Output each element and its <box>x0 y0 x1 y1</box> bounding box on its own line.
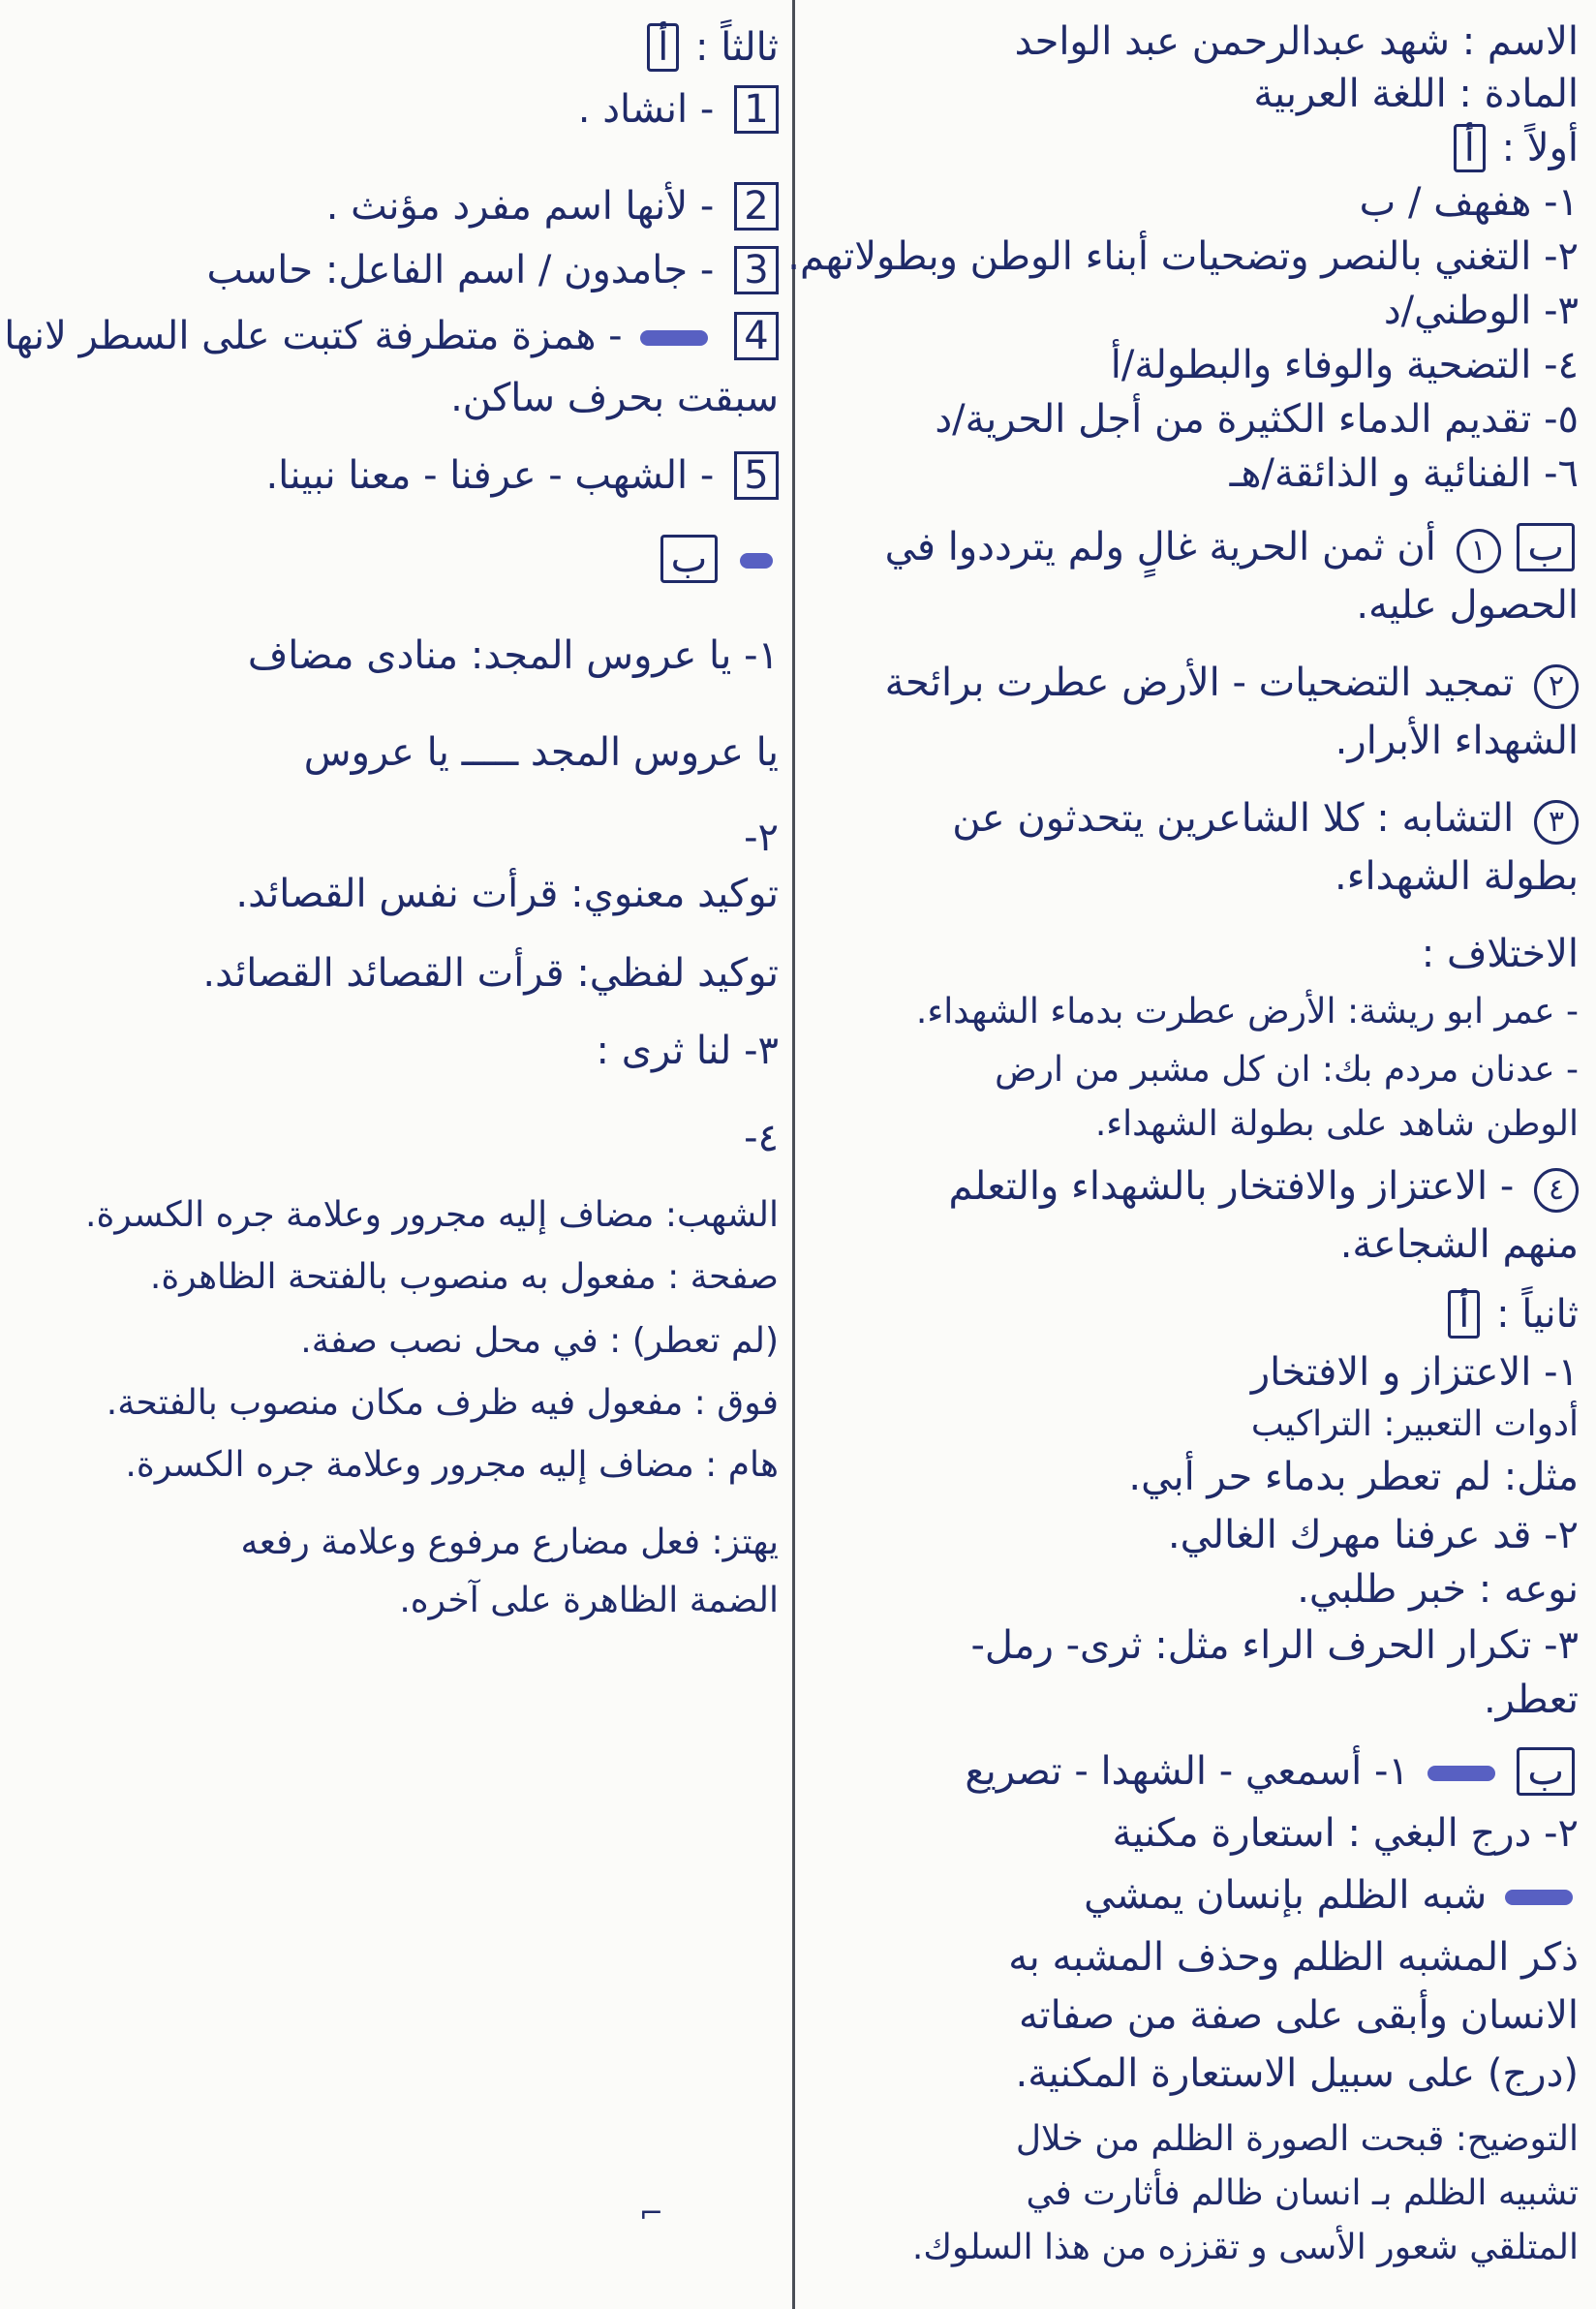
student-name-line: الاسم : شهد عبدالرحمن عبد الواحد <box>1014 19 1579 64</box>
list-item: ٤- التضحية والوفاء والبطولة/أ <box>1110 343 1579 387</box>
answer-text: تمجيد التضحيات - الأرض عطرت برائحة <box>884 661 1515 705</box>
answer-text: ٢- <box>744 816 779 860</box>
footer-pen-mark: ⌐ <box>639 2197 664 2231</box>
answer-text: توكيد لفظي: قرأت القصائد القصائد. <box>202 951 779 996</box>
list-item: ٥- تقديم الدماء الكثيرة من أجل الحرية/د <box>935 397 1579 442</box>
list-item: ٢- قد عرفنا مهرك الغالي. <box>1167 1513 1579 1557</box>
scribble-mark <box>1427 1766 1495 1781</box>
list-item: تعطر. <box>1483 1678 1579 1722</box>
answer-text: التشابه : كلا الشاعرين يتحدثون عن <box>952 796 1515 841</box>
answer-line <box>948 1162 1579 1213</box>
answer-text: - لأنها اسم مفرد مؤنث . <box>325 184 715 229</box>
answer-text: الشهب: مضاف إليه مجرور وعلامة جره الكسرة. <box>85 1195 779 1235</box>
item-number-box: 2 <box>734 182 779 231</box>
list-item: أدوات التعبير: التراكيب <box>1250 1404 1579 1444</box>
section-third-heading <box>643 23 779 72</box>
section-second-label: ثانياً : <box>1496 1292 1579 1337</box>
circle-number: ٣ <box>1534 800 1579 845</box>
answer-text: الاختلاف : <box>1421 932 1579 976</box>
answer-text: بطولة الشهداء. <box>1334 854 1579 899</box>
answer-text: ذكر المشبه الظلم وحذف المشبه به <box>1008 1935 1579 1980</box>
list-item <box>578 85 779 134</box>
scribble-mark <box>740 553 773 569</box>
list-item: ١- هفهف / ب <box>1359 180 1579 225</box>
part-b-box: ب <box>660 535 719 583</box>
section-first-label: أولاً : <box>1501 126 1579 170</box>
answer-text: - انشاد . <box>577 87 715 132</box>
second-b-line <box>965 1747 1579 1796</box>
answer-text: - همزة متطرفة كتبت على السطر لانها <box>4 314 623 358</box>
list-item: ٣- الوطني/د <box>1383 289 1579 333</box>
scribble-mark <box>640 330 708 346</box>
answer-text: - عدنان مردم بك: ان كل مشبر من ارض <box>995 1050 1579 1090</box>
list-item: نوعه : خبر طلبي. <box>1297 1567 1579 1612</box>
part-b-box: ب <box>1517 523 1575 571</box>
part-b-heading <box>657 535 779 583</box>
answer-text: تشبيه الظلم بـ انسان ظالم فأثارت في <box>1026 2173 1579 2213</box>
answer-text: - عمر ابو ريشة: الأرض عطرت بدماء الشهداء. <box>915 992 1579 1031</box>
section-first-heading <box>1450 124 1579 172</box>
answer-text: ٢- درج البغي : استعارة مكنية <box>1112 1811 1579 1856</box>
list-item-continuation: سبقت بحرف ساكن. <box>450 376 779 420</box>
section-second-heading <box>1444 1290 1579 1339</box>
list-item: ٣- تكرار الحرف الراء مثل: ثرى- رمل- <box>970 1623 1579 1668</box>
answer-text: الحصول عليه. <box>1356 583 1579 628</box>
answer-text: ١- أسمعي - الشهدا - تصريع <box>965 1749 1409 1794</box>
answer-text: هام : مضاف إليه مجرور وعلامة جره الكسرة. <box>125 1445 779 1485</box>
answer-text: توكيد معنوي: قرأت نفس القصائد. <box>235 872 779 916</box>
section-third-label: ثالثاً : <box>695 25 779 70</box>
answer-text: صفحة : مفعول به منصوب بالفتحة الظاهرة. <box>149 1257 779 1297</box>
answer-text: - الاعتزاز والافتخار بالشهداء والتعلم <box>948 1164 1515 1209</box>
left-column <box>4 0 779 2309</box>
answer-text: أن ثمن الحرية غالٍ ولم يترددوا في <box>884 525 1436 570</box>
item-number-box: 1 <box>734 85 779 134</box>
second-b-box: ب <box>1517 1747 1575 1796</box>
answer-text: التوضيح: قبحت الصورة الظلم من خلال <box>1015 2119 1579 2159</box>
answer-text: ١- يا عروس المجد: منادى مضاف <box>247 633 779 678</box>
item-number-box: 5 <box>734 451 779 500</box>
answer-text: الشهداء الأبرار. <box>1335 719 1579 763</box>
circle-number: ١ <box>1457 529 1501 573</box>
item-number-box: 3 <box>734 246 779 294</box>
column-divider <box>792 0 795 2309</box>
circle-number: ٤ <box>1534 1168 1579 1213</box>
list-item <box>326 182 779 231</box>
list-item: ٦- الفنائية و الذائقة/هـ <box>1229 451 1579 496</box>
list-item <box>4 312 779 360</box>
answer-text: فوق : مفعول فيه ظرف مكان منصوب بالفتحة. <box>106 1383 779 1423</box>
answer-text: المتلقي شعور الأسى و تقززه من هذا السلوك. <box>911 2228 1579 2267</box>
answer-text: (درج) على سبيل الاستعارة المكنية. <box>1015 2051 1579 2096</box>
answer-text: الوطن شاهد على بطولة الشهداء. <box>1094 1104 1579 1144</box>
answer-text: الانسان وأبقى على صفة من صفاته <box>1019 1993 1579 2038</box>
answer-text: ٣- لنا ثرى : <box>596 1029 779 1073</box>
list-item <box>206 246 779 294</box>
answer-text: يا عروس المجد ـــــ يا عروس <box>303 730 779 775</box>
list-item: ١- الاعتزاز و الافتخار <box>1250 1350 1579 1395</box>
subject-line: المادة : اللغة العربية <box>1253 72 1579 116</box>
answer-line <box>1084 1871 1579 1920</box>
answer-text: يهتز: فعل مضارع مرفوع وعلامة رفعه <box>240 1523 779 1562</box>
section-third-box: أ <box>647 23 679 72</box>
answer-text: منهم الشجاعة. <box>1339 1222 1579 1267</box>
list-item: مثل: لم تعطر بدماء حر أبي. <box>1128 1455 1579 1499</box>
list-item: ٢- التغني بالنصر وتضحيات أبناء الوطن وبطولاتهم. <box>787 234 1579 279</box>
answer-text: - الشهب - عرفنا - معنا نبينا. <box>265 453 715 498</box>
answer-text: ٤- <box>744 1116 779 1160</box>
item-number-box: 4 <box>734 312 779 360</box>
answer-text: شبه الظلم بإنسان يمشي <box>1084 1873 1488 1918</box>
answer-text: الضمة الظاهرة على آخره. <box>399 1581 779 1620</box>
circle-number: ٢ <box>1534 664 1579 709</box>
answer-line <box>885 659 1579 709</box>
list-item <box>265 451 779 500</box>
part-b-line-1 <box>885 523 1579 573</box>
section-second-box: أ <box>1448 1290 1480 1339</box>
section-first-box: أ <box>1454 124 1486 172</box>
answer-text: (لم تعطر) : في محل نصب صفة. <box>300 1321 779 1361</box>
answer-text: - جامدون / اسم الفاعل: حاسب <box>206 248 715 292</box>
scribble-mark <box>1505 1890 1573 1905</box>
answer-line <box>952 794 1579 845</box>
right-column <box>787 0 1579 2309</box>
